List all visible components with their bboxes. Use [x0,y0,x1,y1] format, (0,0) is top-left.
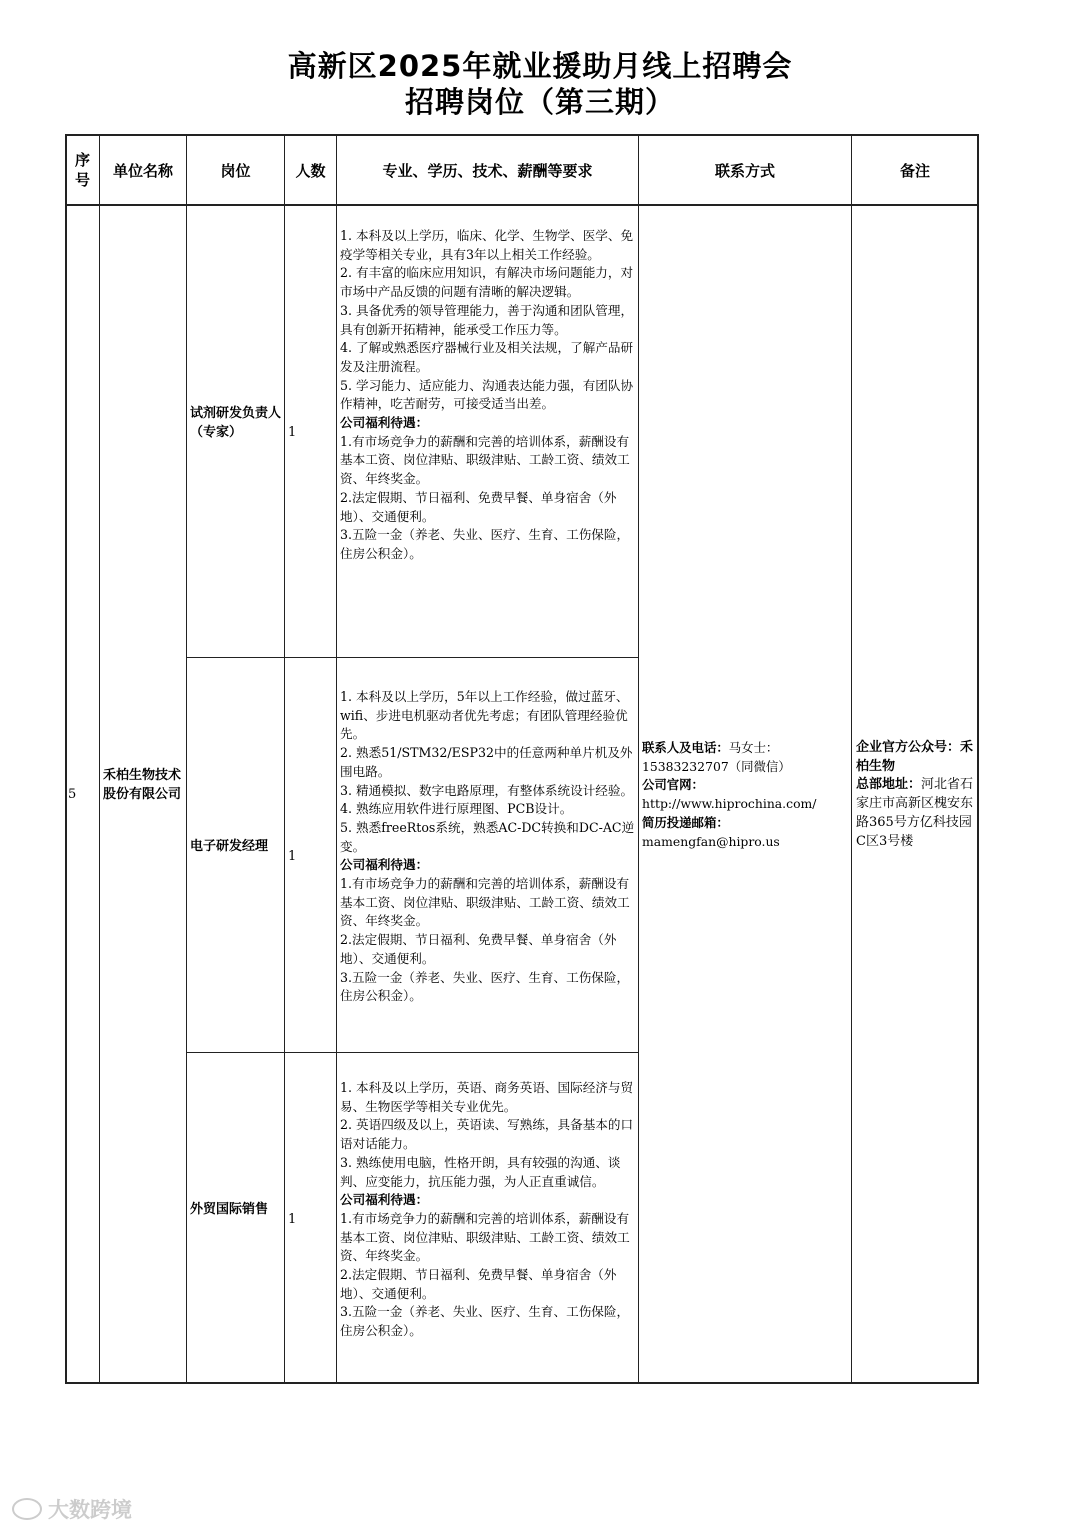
position-count: 1 [288,425,297,440]
benefit-item: 3.五险一金（养老、失业、医疗、生育、工伤保险，住房公积金）。 [340,969,630,1004]
watermark-text: 大数跨境 [48,1498,132,1522]
benefit-item: 1.有市场竞争力的薪酬和完善的培训体系，薪酬设有基本工资、岗位津贴、职级津贴、工龄工资、绩效工资、年终奖金。 [340,433,630,487]
notes-cell [856,739,978,851]
requirement-item: 1. 本科及以上学历，5年以上工作经验，做过蓝牙、wifi、步进电机驱动者优先考虑；有团队管理经验优先。 [340,689,629,742]
position-name: 电子研发经理 [190,839,269,854]
address-label: 总部地址： [856,777,922,793]
requirement-item: 1. 本科及以上学历，临床、化学、生物学、医学、免疫学等相关专业，具有3年以上相关工作经验。 [340,228,634,262]
col-divider [851,134,852,1384]
seq-cell: 5 [68,787,77,802]
requirement-item: 4. 了解或熟悉医疗器械行业及相关法规，了解产品研发及注册流程。 [340,340,634,374]
col-divider [638,134,639,1384]
watermark [12,1494,132,1524]
requirement-item: 2. 英语四级及以上，英语读、写熟练，具备基本的口语对话能力。 [340,1117,634,1152]
website-link[interactable]: http://www.hiprochina.com/ [642,796,817,812]
website-label: 公司官网： [642,777,704,793]
requirement-item: 2. 熟悉51/STM32/ESP32中的任意两种单片机及外围电路。 [340,745,633,779]
wechat-value: 禾柏生物 [856,740,974,774]
wechat-label: 企业官方公众号： [856,740,961,755]
header-seq [66,136,99,204]
address-value: 河北省石家庄市高新区槐安东路365号方亿科技园C区3号楼 [856,777,974,849]
header-notes: 备注 [899,161,930,180]
email-label: 简历投递邮箱： [642,814,729,830]
position-count: 1 [288,1212,297,1227]
requirements-block [340,227,636,564]
position-name: 试剂研发负责人（专家） [190,406,282,440]
contact-person-label: 联系人及电话： [642,740,729,755]
benefit-item: 2.法定假期、节日福利、免费早餐、单身宿舍（外地）、交通便利。 [340,932,617,966]
requirement-item: 5. 熟悉freeRtos系统，熟悉AC-DC转换和DC-AC逆变。 [340,819,635,854]
benefit-item: 3.五险一金（养老、失业、医疗、生育、工伤保险，住房公积金）。 [340,1304,630,1339]
row-divider [186,1052,638,1053]
contact-person-value: 马女士：15383232707（同微信） [642,740,791,774]
col-divider [99,134,100,1384]
header-divider [65,204,979,206]
benefit-item: 2.法定假期、节日福利、免费早餐、单身宿舍（外地）、交通便利。 [340,1267,617,1301]
header-count: 人数 [295,161,326,180]
header-company: 单位名称 [112,161,173,180]
header-seq-label: 序号 [74,151,90,189]
benefit-item: 2.法定假期、节日福利、免费早餐、单身宿舍（外地）、交通便利。 [340,489,617,524]
requirement-item: 3. 熟练使用电脑，性格开朗，具有较强的沟通、谈判、应变能力，抗压能力强，为人正直重诚信。 [340,1154,621,1189]
requirement-item: 2. 有丰富的临床应用知识，有解决市场问题能力，对市场中产品反馈的问题有清晰的解决逻辑。 [340,265,634,300]
position-count: 1 [288,849,297,864]
header-position: 岗位 [220,161,251,180]
benefit-item: 1.有市场竞争力的薪酬和完善的培训体系，薪酬设有基本工资、岗位津贴、职级津贴、工龄工资、绩效工资、年终奖金。 [340,1210,630,1264]
row-divider [186,657,638,658]
company-name: 禾柏生物技术股份有限公司 [103,768,182,802]
benefit-item: 1.有市场竞争力的薪酬和完善的培训体系，薪酬设有基本工资、岗位津贴、职级津贴、工龄工资、绩效工资、年终奖金。 [340,876,630,929]
requirements-block [340,688,636,1006]
requirement-item: 3. 精通模拟、数字电路原理，有整体系统设计经验。 [340,782,634,798]
header-requirements: 专业、学历、技术、薪酬等要求 [382,161,593,180]
requirement-item: 4. 熟练应用软件进行原理图、PCB设计。 [340,801,573,817]
benefit-item: 3.五险一金（养老、失业、医疗、生育、工伤保险，住房公积金）。 [340,527,630,561]
requirement-item: 5. 学习能力、适应能力、沟通表达能力强，有团队协作精神，吃苦耐劳，可接受适当出差。 [340,377,634,412]
requirements-block [340,1079,636,1341]
page-subtitle: 招聘岗位（第三期） [404,85,675,119]
requirement-item: 1. 本科及以上学历，英语、商务英语、国际经济与贸易、生物医学等相关专业优先。 [340,1080,634,1114]
contact-cell [642,739,848,851]
col-divider [284,134,285,1384]
col-divider [336,134,337,1384]
benefits-title: 公司福利待遇： [340,1192,429,1208]
benefits-title: 公司福利待遇： [340,415,429,431]
email-link[interactable]: mamengfan@hipro.us [642,833,780,849]
col-divider [186,134,187,1384]
watermark-logo-icon [12,1498,42,1520]
page-title: 高新区2025年就业援助月线上招聘会 [287,49,793,83]
requirement-item: 3. 具备优秀的领导管理能力，善于沟通和团队管理，具有创新开拓精神，能承受工作压力等。 [340,302,634,337]
header-contact: 联系方式 [714,161,775,180]
position-name: 外贸国际销售 [190,1202,269,1217]
benefits-title: 公司福利待遇： [340,857,429,873]
